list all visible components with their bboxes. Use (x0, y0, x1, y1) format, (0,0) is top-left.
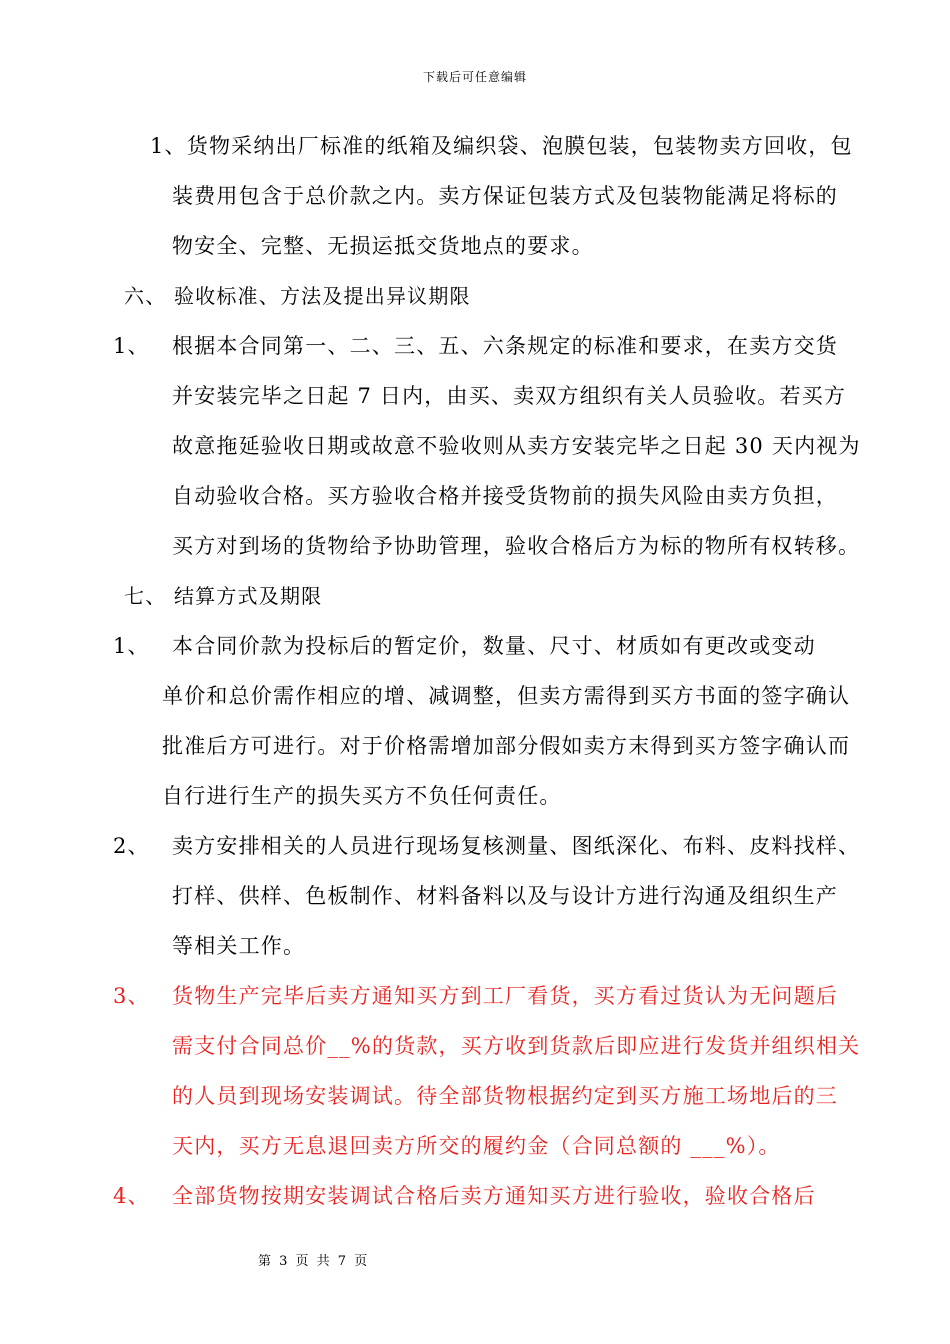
section7-item2-number: 2、 (113, 834, 150, 858)
page-header: 下载后可任意编辑 (422, 70, 527, 84)
section7-item3-line: 天内，买方无息退回卖方所交的履约金（合同总额的 ___%）。 (172, 1134, 781, 1158)
section7-item2-line: 打样、供样、色板制作、材料备料以及与设计方进行沟通及组织生产 (172, 884, 838, 908)
section5-item1-line1: 1、货物采纳出厂标准的纸箱及编织袋、泡膜包装，包装物卖方回收，包 (150, 134, 853, 158)
section7-item4-line: 全部货物按期安装调试合格后卖方通知买方进行验收，验收合格后 (172, 1184, 816, 1208)
section6-item1-line: 并安装完毕之日起 7 日内，由买、卖双方组织有关人员验收。若买方 (172, 384, 847, 408)
section7-item1-line: 单价和总价需作相应的增、减调整，但卖方需得到买方书面的签字确认 (162, 684, 851, 708)
section7-item3-line: 需支付合同总价__%的货款，买方收到货款后即应进行发货并组织相关 (172, 1034, 861, 1058)
section5-item1-line3: 物安全、完整、无损运抵交货地点的要求。 (172, 234, 594, 258)
section6-item1-number: 1、 (113, 334, 150, 358)
section6-heading: 六、 验收标准、方法及提出异议期限 (124, 284, 471, 308)
section5-item1-line2: 装费用包含于总价款之内。卖方保证包装方式及包装物能满足将标的 (172, 184, 838, 208)
section6-item1-line: 自动验收合格。买方验收合格并接受货物前的损失风险由卖方负担， (172, 484, 838, 508)
section7-item3-number: 3、 (113, 984, 150, 1008)
section6-item1-line: 故意拖延验收日期或故意不验收则从卖方安装完毕之日起 30 天内视为 (172, 434, 861, 458)
section6-item1-line: 买方对到场的货物给予协助管理，验收合格后方为标的物所有权转移。 (172, 534, 861, 558)
section7-item1-number: 1、 (113, 634, 150, 658)
page-number: 第 3 页 共 7 页 (258, 1254, 370, 1269)
section7-item1-line: 本合同价款为投标后的暂定价，数量、尺寸、材质如有更改或变动 (172, 634, 816, 658)
section7-item1-line: 批准后方可进行。对于价格需增加部分假如卖方末得到买方签字确认而 (162, 734, 851, 758)
section7-heading: 七、 结算方式及期限 (124, 584, 323, 608)
section7-item3-line: 货物生产完毕后卖方通知买方到工厂看货，买方看过货认为无问题后 (172, 984, 838, 1008)
section6-item1-line: 根据本合同第一、二、三、五、六条规定的标准和要求，在卖方交货 (172, 334, 838, 358)
section7-item2-line: 卖方安排相关的人员进行现场复核测量、图纸深化、布料、皮料找样、 (172, 834, 861, 858)
section7-item1-line: 自行进行生产的损失买方不负任何责任。 (162, 784, 562, 808)
section7-item4-number: 4、 (113, 1184, 150, 1208)
section7-item2-line: 等相关工作。 (172, 934, 306, 958)
section7-item3-line: 的人员到现场安装调试。待全部货物根据约定到买方施工场地后的三 (172, 1084, 838, 1108)
